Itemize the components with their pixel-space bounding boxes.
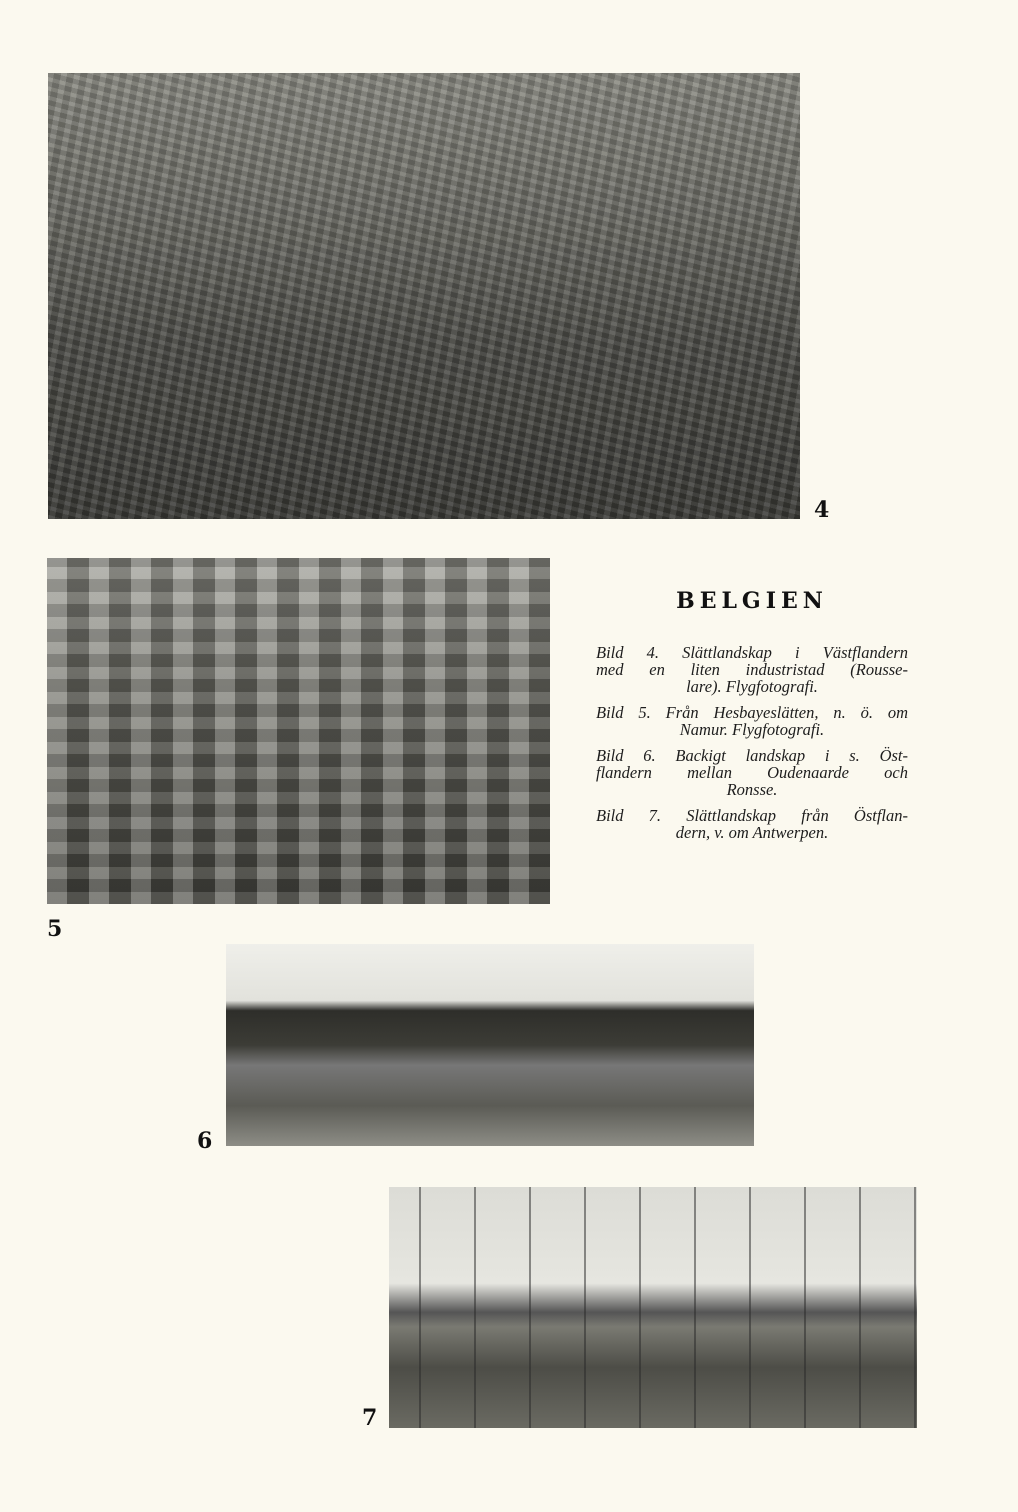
caption-line: dern, v. om Antwerpen. [675, 823, 829, 842]
caption-line: Bild 7. Slättlandskap från Östflan- [596, 806, 908, 825]
figure-number-7: 7 [362, 1405, 378, 1431]
photo-hilly-landscape [226, 944, 754, 1146]
caption-4 [596, 644, 908, 695]
caption-line: Bild 4. Slättlandskap i Västflandern [596, 643, 908, 662]
figure-number-5: 5 [47, 916, 63, 942]
caption-7 [596, 807, 908, 841]
caption-line: Namur. Flygfotografi. [679, 720, 825, 739]
caption-line: Ronsse. [726, 780, 778, 799]
caption-6 [596, 747, 908, 798]
caption-5 [596, 704, 908, 738]
caption-line: Bild 6. Backigt landskap i s. Öst- [596, 746, 908, 765]
photo-aerial-town-roeselare [48, 73, 800, 519]
photo-plain-with-trees [389, 1187, 917, 1428]
captions [596, 644, 908, 850]
caption-line: flandern mellan Oudenaarde och [596, 763, 908, 782]
figure-number-6: 6 [197, 1128, 213, 1154]
caption-line: med en liten industristad (Rousse- [596, 660, 908, 679]
caption-line: lare). Flygfotografi. [686, 677, 818, 696]
photo-aerial-fields-hesbaye [47, 558, 550, 904]
figure-number-4: 4 [814, 497, 830, 523]
page-title: BELGIEN [676, 588, 828, 614]
caption-line: Bild 5. Från Hesbayeslätten, n. ö. om [596, 703, 908, 722]
